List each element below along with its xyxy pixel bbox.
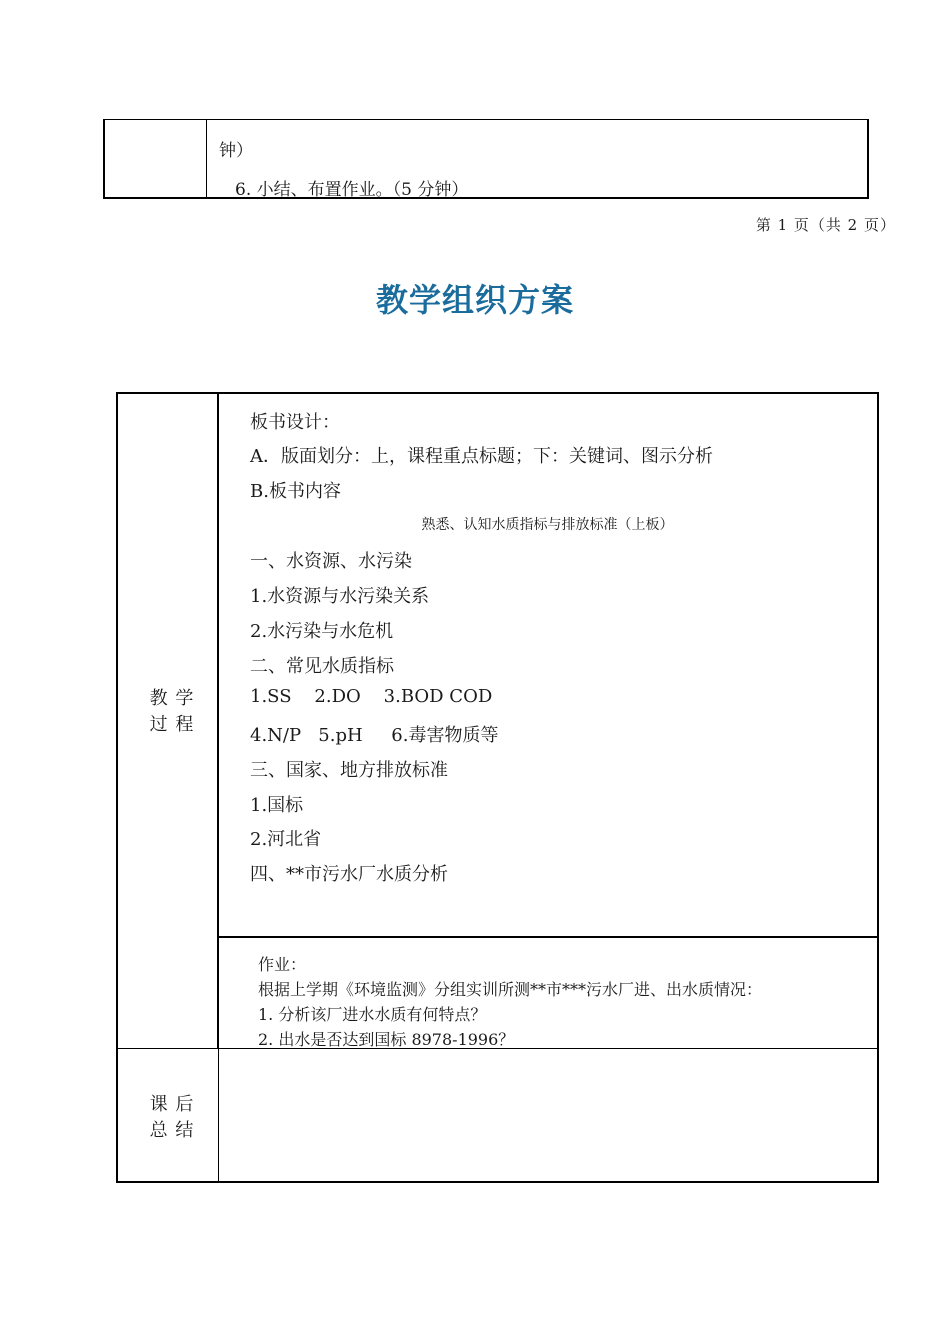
board-item: 一、水资源、水污染: [250, 551, 412, 572]
board-item: 二、常见水质指标: [250, 656, 394, 677]
homework-heading: 作业：: [258, 955, 307, 974]
summary-step-text: 6. 小结、布置作业。（5 分钟）: [235, 180, 469, 200]
page-number: 第 1 页（共 2 页）: [755, 216, 896, 234]
board-subtitle: 熟悉、认知水质指标与排放标准（上板）: [421, 517, 674, 533]
board-layout-line: A．版面划分：上，课程重点标题；下：关键词、图示分析: [250, 446, 713, 467]
homework-question: 1. 分析该厂进水水质有何特点？: [258, 1005, 487, 1024]
row-label-line: 教 学: [149, 688, 195, 709]
row-label-line: 课 后: [149, 1094, 195, 1115]
continuation-text: 钟）: [219, 141, 253, 161]
board-content-line: B.板书内容: [250, 481, 341, 502]
board-item: 2.水污染与水危机: [250, 621, 394, 642]
board-item: 三、国家、地方排放标准: [250, 760, 448, 781]
table-row-divider: [218, 936, 877, 938]
board-item: 1.国标: [250, 795, 304, 816]
page-title: 教学组织方案: [375, 281, 574, 319]
table-column-divider: [217, 394, 219, 1048]
table-column-divider: [218, 1048, 219, 1181]
summary-content-cell: [228, 1062, 867, 1172]
row-label-line: 总 结: [149, 1120, 195, 1141]
board-item: 四、**市污水厂水质分析: [250, 864, 448, 885]
board-item: 1.SS 2.DO 3.BOD COD: [250, 686, 493, 707]
board-item: 2.河北省: [250, 829, 322, 850]
homework-description: 根据上学期《环境监测》分组实训所测**市***污水厂进、出水质情况：: [258, 980, 763, 999]
continuation-table: [103, 119, 869, 199]
row-label-after-class-summary: [144, 1092, 200, 1144]
table-column-divider: [206, 120, 207, 197]
board-item: 1.水资源与水污染关系: [250, 586, 430, 607]
row-label-teaching-process: [144, 686, 200, 738]
homework-question: 2. 出水是否达到国标 8978-1996？: [258, 1030, 515, 1049]
board-design-heading: 板书设计：: [250, 412, 340, 433]
lesson-plan-table: [116, 392, 879, 1183]
row-label-line: 过 程: [149, 714, 195, 735]
board-item: 4.N/P 5.pH 6.毒害物质等: [250, 725, 499, 746]
